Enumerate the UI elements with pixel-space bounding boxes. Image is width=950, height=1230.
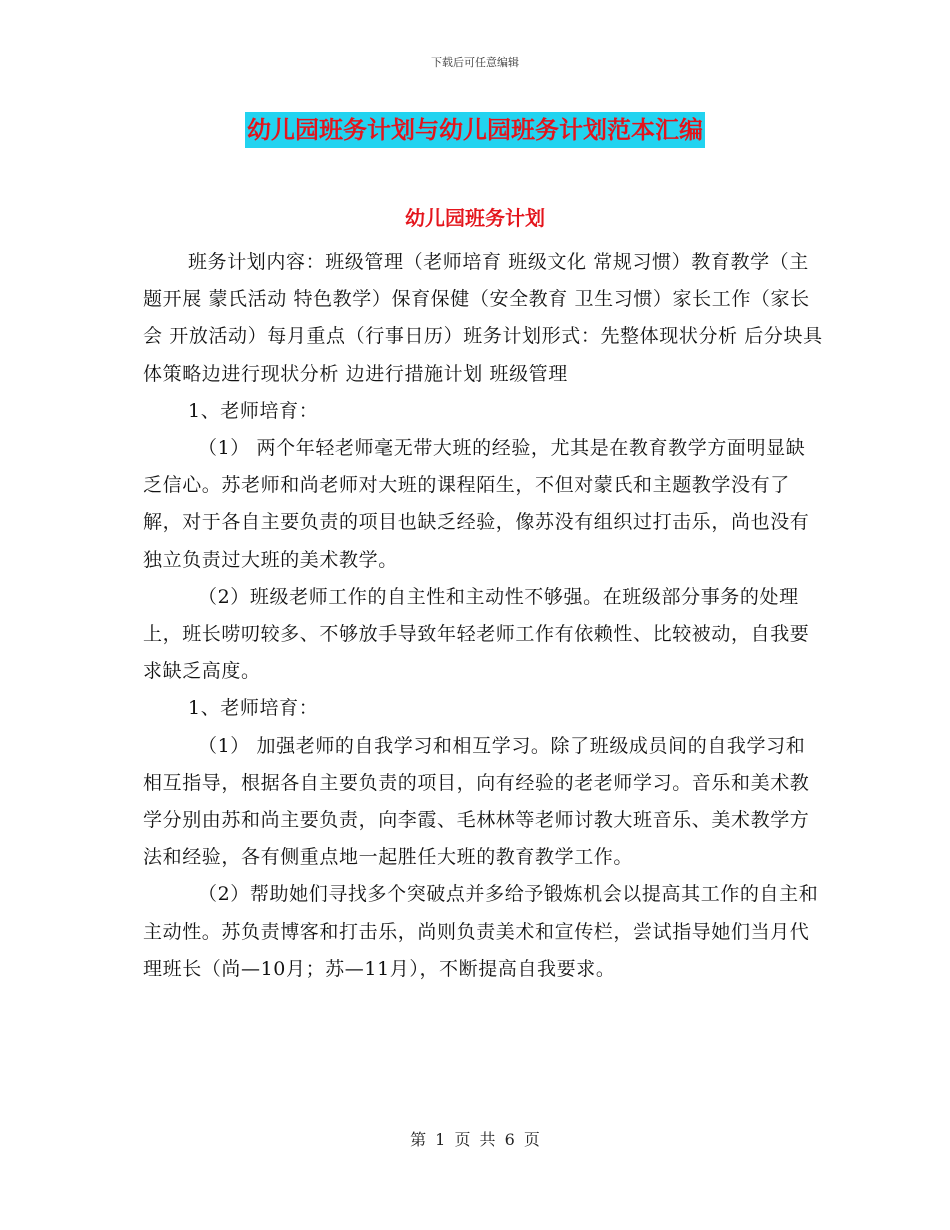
header-note: 下载后可任意编辑 (431, 56, 519, 69)
heading-teacher-training: 1、老师培育： (188, 399, 319, 422)
heading-teacher-training-2: 1、老师培育： (188, 697, 319, 720)
paragraph-intro: 班务计划内容：班级管理（老师培育 班级文化 常规习惯）教育教学（主题开展 蒙氏活动 特色教学）保育保健（安全教育 卫生习惯）家长工作（家长会 开放活动）每月重点（行事日历）班务计划形式：先整体现状分析 后分块具体策略边进行现状分析 边进行措施计划 班级管理 (143, 251, 823, 385)
paragraph-measure-2: （2）帮助她们寻找多个突破点并多给予锻炼机会以提高其工作的自主和主动性。苏负责博客和打击乐，尚则负责美术和宣传栏，尝试指导她们当月代理班长（尚—10月；苏—11月），不断提高自我要求。 (143, 883, 819, 980)
section-title: 幼儿园班务计划 (405, 206, 545, 230)
paragraph-item-1: （1） 两个年轻老师毫无带大班的经验，尤其是在教育教学方面明显缺乏信心。苏老师和尚老师对大班的课程陌生，不但对蒙氏和主题教学没有了解，对于各自主要负责的项目也缺乏经验，像苏没有组织过打击乐，尚也没有独立负责过大班的美术教学。 (143, 437, 810, 571)
page-footer: 第 1 页 共 6 页 (410, 1130, 540, 1149)
paragraph-item-2: （2）班级老师工作的自主性和主动性不够强。在班级部分事务的处理上，班长唠叨较多、不够放手导致年轻老师工作有依赖性、比较被动，自我要求缺乏高度。 (143, 585, 810, 683)
main-title: 幼儿园班务计划与幼儿园班务计划范本汇编 (245, 112, 705, 148)
paragraph-measure-1: （1） 加强老师的自我学习和相互学习。除了班级成员间的自我学习和相互指导，根据各自主要负责的项目，向有经验的老老师学习。音乐和美术教学分别由苏和尚主要负责，向李霞、毛林林等老师讨教大班音乐、美术教学方法和经验，各有侧重点地一起胜任大班的教育教学工作。 (143, 734, 810, 869)
document-body (143, 244, 823, 988)
main-title-wrap (0, 112, 950, 148)
